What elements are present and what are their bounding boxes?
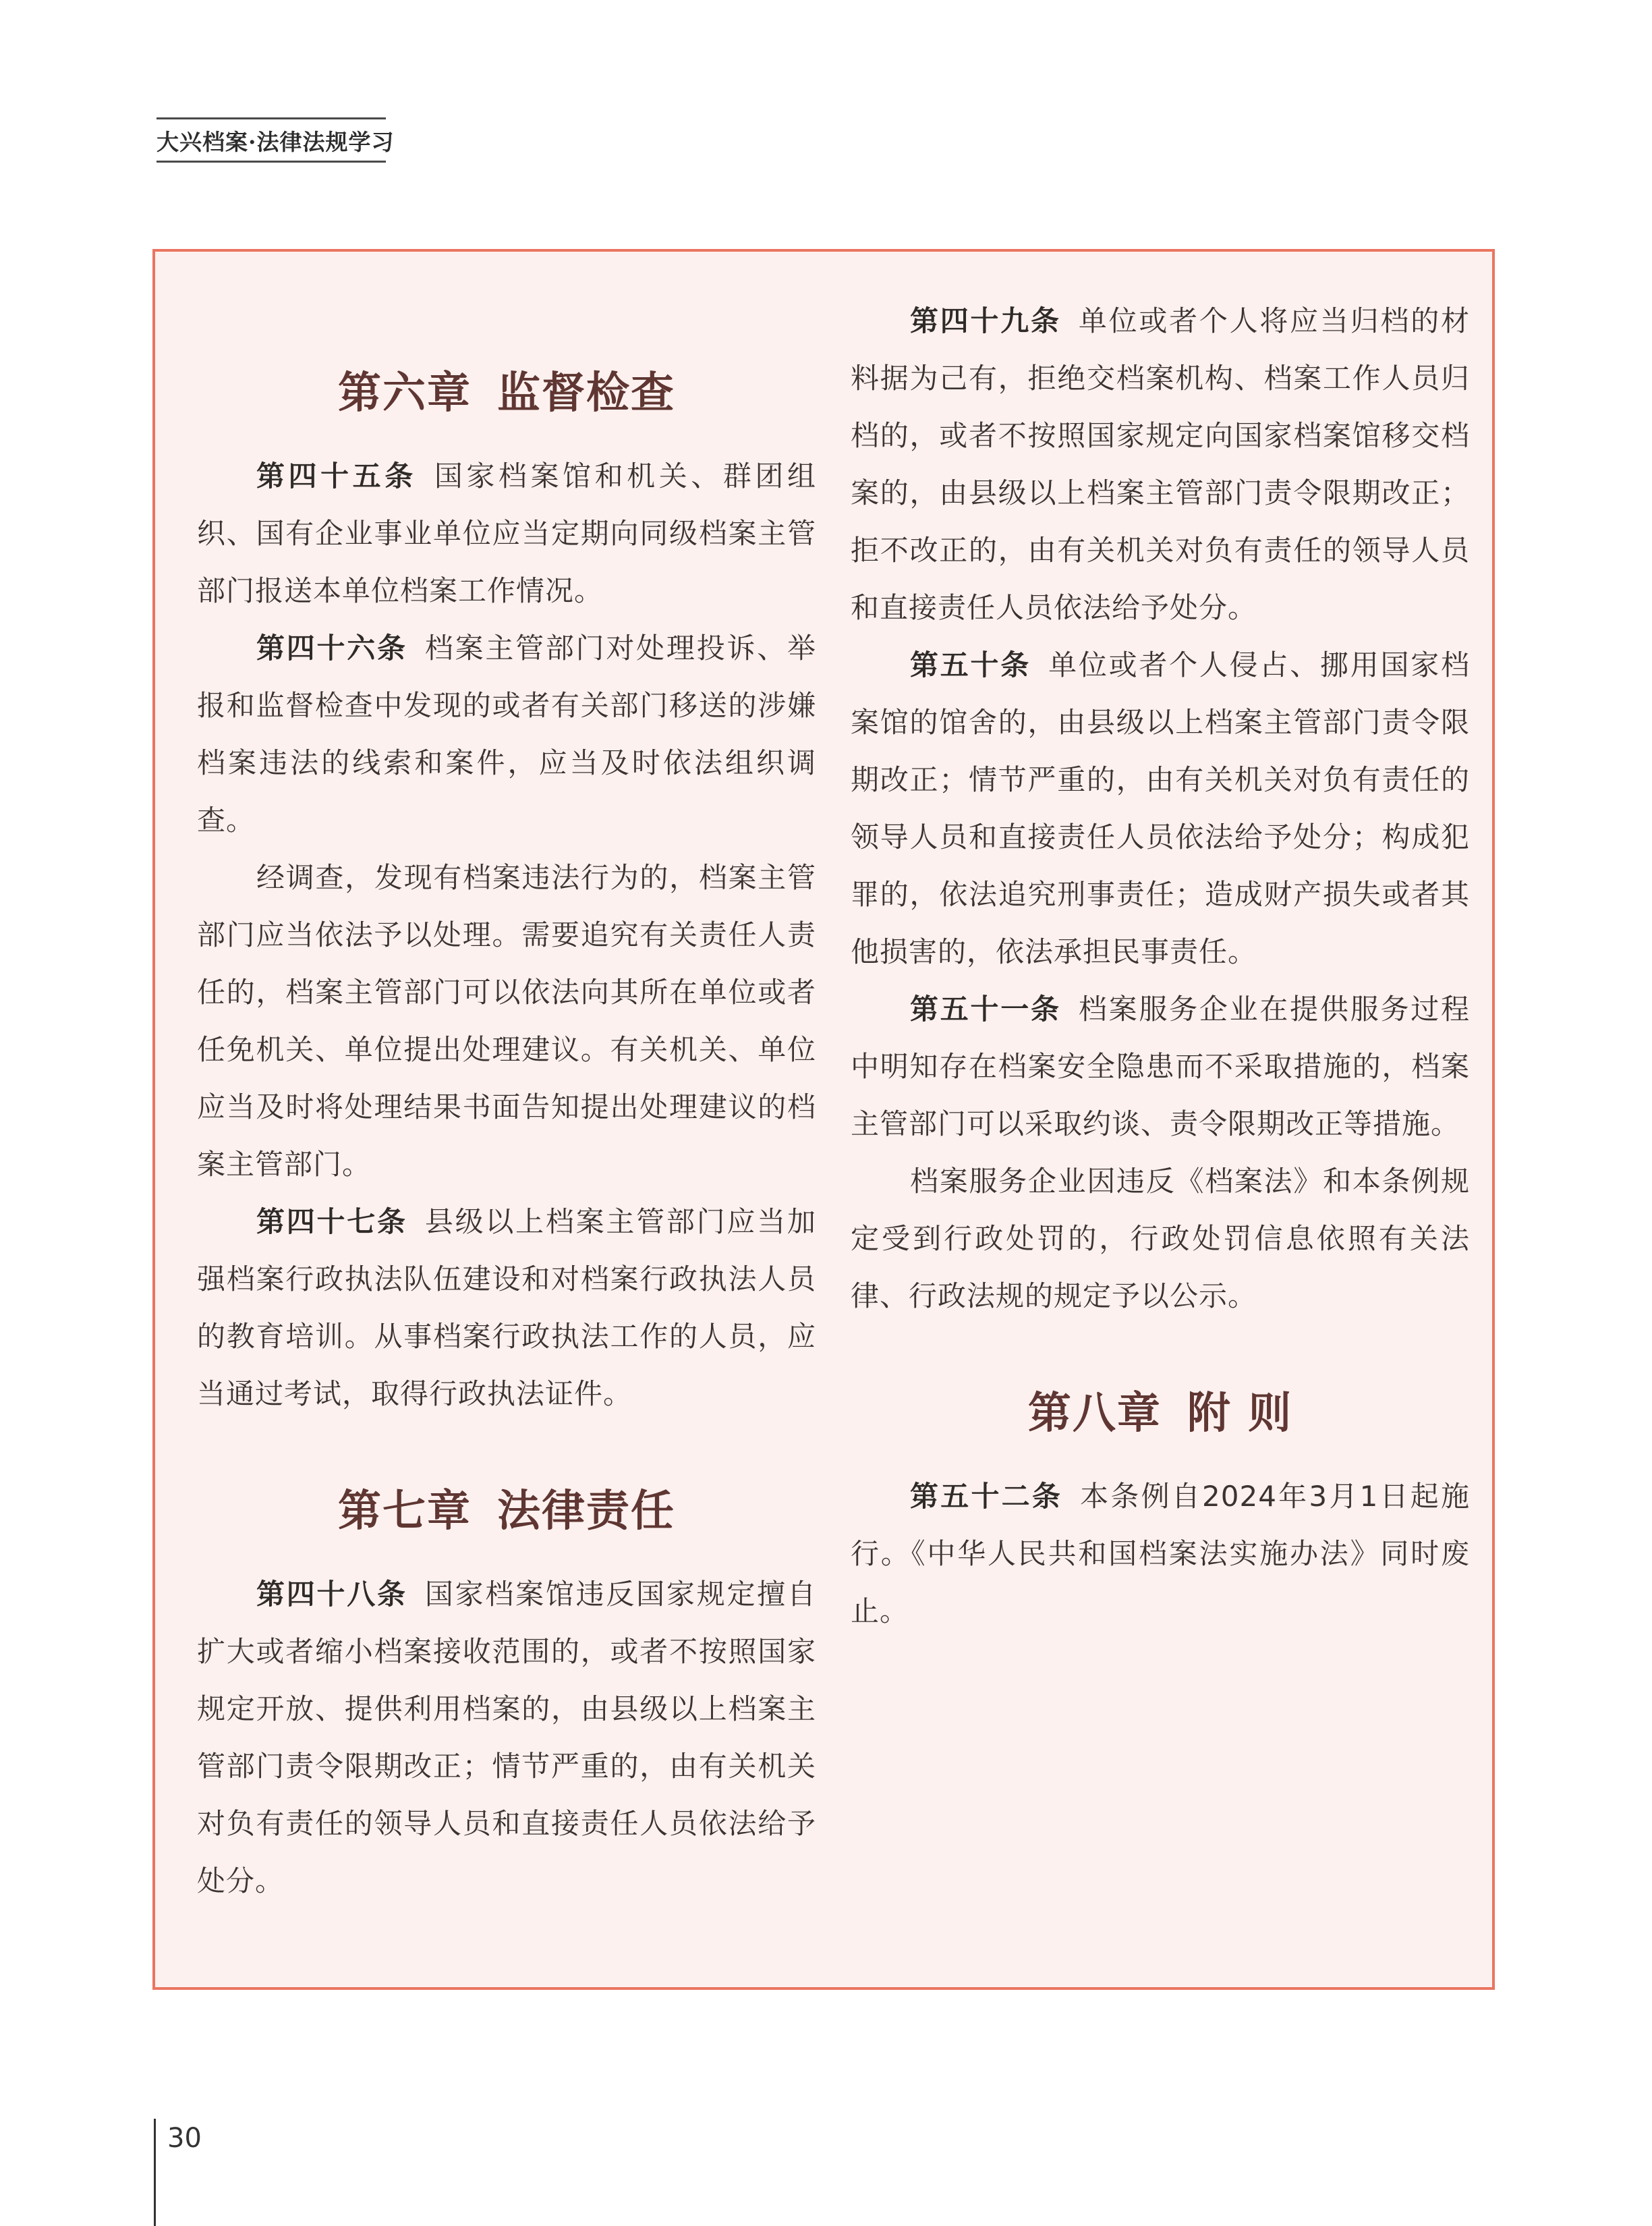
- chapter-7-heading: [197, 1476, 816, 1538]
- article-52-label: 第五十二条: [910, 1480, 1063, 1513]
- article-51-text: 档案服务企业在提供服务过程中明知存在档案安全隐患而不采取措施的，档案主管部门可以采取约谈、责令限期改正等措施。: [851, 993, 1470, 1140]
- chapter-6-heading: [197, 358, 816, 420]
- article-48-label: 第四十八条: [256, 1578, 407, 1611]
- right-column: [851, 292, 1470, 1640]
- article-51: [851, 980, 1470, 1152]
- article-52-text: 本条例自2024年3月1日起施行。《中华人民共和国档案法实施办法》同时废止。: [851, 1480, 1470, 1627]
- article-48: [197, 1565, 816, 1910]
- article-46-label: 第四十六条: [256, 632, 407, 665]
- article-47-label: 第四十七条: [256, 1205, 407, 1238]
- article-49: [851, 292, 1470, 636]
- article-46-text: 档案主管部门对处理投诉、举报和监督检查中发现的或者有关部门移送的涉嫌档案违法的线索和案件，应当及时依法组织调查。: [197, 632, 816, 837]
- page-header: [156, 117, 395, 163]
- chapter-8-heading: [851, 1379, 1470, 1441]
- left-column: [197, 299, 816, 1910]
- article-50-text: 单位或者个人侵占、挪用国家档案馆的馆舍的，由县级以上档案主管部门责令限期改正；情节严重的，由有关机关对负有责任的领导人员和直接责任人员依法给予处分；构成犯罪的，依法追究刑事责任；造成财产损失或者其他损害的，依法承担民事责任。: [851, 648, 1470, 968]
- article-46: [197, 619, 816, 849]
- chapter-6-name: 监督检查: [497, 368, 675, 418]
- chapter-7-number: 第七章: [338, 1486, 472, 1536]
- article-47-text: 县级以上档案主管部门应当加强档案行政执法队伍建设和对档案行政执法人员的教育培训。从事档案行政执法工作的人员，应当通过考试，取得行政执法证件。: [197, 1205, 816, 1410]
- article-45-text: 国家档案馆和机关、群团组织、国有企业事业单位应当定期向同级档案主管部门报送本单位档案工作情况。: [197, 460, 816, 607]
- article-48-text: 国家档案馆违反国家规定擅自扩大或者缩小档案接收范围的，或者不按照国家规定开放、提供利用档案的，由县级以上档案主管部门责令限期改正；情节严重的，由有关机关对负有责任的领导人员和直接责任人员依法给予处分。: [197, 1578, 816, 1897]
- page-number: 30: [167, 2123, 202, 2154]
- content-panel: [152, 249, 1495, 1990]
- chapter-7-name: 法律责任: [497, 1486, 675, 1536]
- article-50-label: 第五十条: [910, 648, 1031, 681]
- chapter-6-number: 第六章: [338, 368, 472, 418]
- article-49-label: 第四十九条: [910, 304, 1061, 337]
- chapter-8-name: 附 则: [1187, 1389, 1293, 1439]
- article-51-paragraph-2: 档案服务企业因违反《档案法》和本条例规定受到行政处罚的，行政处罚信息依照有关法律、行政法规的规定予以公示。: [851, 1165, 1470, 1312]
- page-number-rule: [154, 2119, 156, 2226]
- article-51-label: 第五十一条: [910, 993, 1061, 1026]
- header-title: 大兴档案·法律法规学习: [156, 129, 395, 155]
- article-49-text: 单位或者个人将应当归档的材料据为己有，拒绝交档案机构、档案工作人员归档的，或者不按照国家规定向国家档案馆移交档案的，由县级以上档案主管部门责令限期改正；拒不改正的，由有关机关对负有责任的领导人员和直接责任人员依法给予处分。: [851, 304, 1470, 624]
- article-52: [851, 1468, 1470, 1640]
- article-46-paragraph-2: 经调查，发现有档案违法行为的，档案主管部门应当依法予以处理。需要追究有关责任人责任的，档案主管部门可以依法向其所在单位或者任免机关、单位提出处理建议。有关机关、单位应当及时将处理结果书面告知提出处理建议的档案主管部门。: [197, 861, 816, 1181]
- chapter-8-number: 第八章: [1027, 1389, 1162, 1439]
- article-45: [197, 447, 816, 619]
- article-47: [197, 1193, 816, 1422]
- article-50: [851, 636, 1470, 980]
- article-45-label: 第四十五条: [256, 460, 417, 493]
